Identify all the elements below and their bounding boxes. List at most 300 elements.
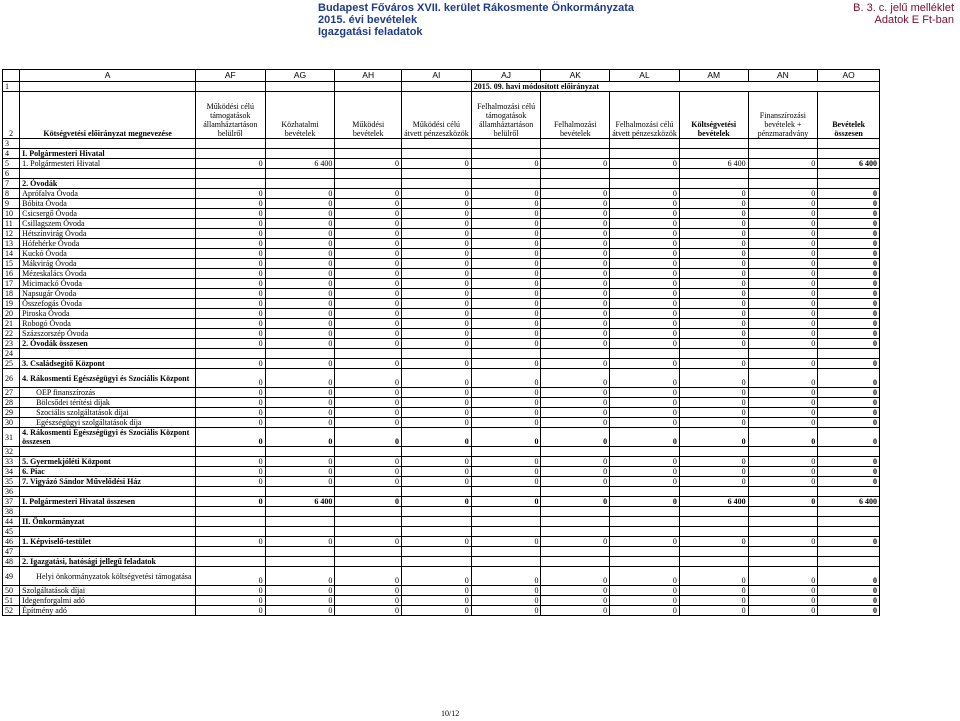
cell-value [335,527,402,537]
col-letter: AJ [471,70,541,82]
cell-value [335,179,402,189]
cell-value: 0 [195,159,265,169]
cell-value: 0 [195,279,265,289]
cell-value [265,447,335,457]
cell-value: 0 [195,329,265,339]
cell-value [265,139,335,149]
cell-value: 0 [679,319,748,329]
cell-value: 0 [195,596,265,606]
cell-value: 0 [471,586,541,596]
row-number: 18 [3,289,20,299]
cell-value: 0 [335,259,402,269]
cell-value: 0 [471,428,541,447]
cell-value: 0 [679,537,748,547]
row-label: Piroska Óvoda [20,309,196,319]
cell-value: 0 [195,398,265,408]
cell-value: 0 [265,408,335,418]
row-number: 47 [3,547,20,557]
cell-value: 0 [335,596,402,606]
cell-value: 0 [679,418,748,428]
cell-value: 0 [335,537,402,547]
cell-value: 0 [679,229,748,239]
cell-value [541,149,610,159]
cell-value: 0 [335,428,402,447]
cell-value: 0 [541,249,610,259]
cell-value: 0 [541,329,610,339]
row-number: 25 [3,359,20,369]
cell-value: 0 [402,457,472,467]
cell-value [748,507,818,517]
cell-value: 0 [610,457,680,467]
cell-value: 0 [471,329,541,339]
row-label: Összefogás Óvoda [20,299,196,309]
row-label [20,507,196,517]
table-row [3,418,880,428]
cell-value [818,447,880,457]
cell-value [471,527,541,537]
cell-value: 6 400 [818,497,880,507]
table-row [3,447,880,457]
cell-value: 0 [610,319,680,329]
cell-value: 0 [679,457,748,467]
cell-value [265,557,335,567]
cell-value: 0 [402,408,472,418]
cell-value: 0 [610,467,680,477]
cell-value: 0 [679,398,748,408]
cell-value: 0 [265,309,335,319]
table-row [3,477,880,487]
col-letter: AG [265,70,335,82]
cell-value: 0 [748,249,818,259]
table-row [3,497,880,507]
cell-value: 0 [541,596,610,606]
col-letter: AO [818,70,880,82]
cell-value: 0 [195,359,265,369]
cell-value: 0 [195,259,265,269]
row-label [20,527,196,537]
cell-value: 0 [818,279,880,289]
cell-value: 0 [195,249,265,259]
cell-value [195,179,265,189]
cell-value: 0 [335,418,402,428]
cell-value: 0 [541,477,610,487]
cell-value: 0 [195,408,265,418]
row-number: 3 [3,139,20,149]
row-label: Kuckó Óvoda [20,249,196,259]
row-label: Bóbita Óvoda [20,199,196,209]
cell-value [818,527,880,537]
cell-value: 0 [541,299,610,309]
cell-value: 0 [818,567,880,586]
cell-value [679,169,748,179]
cell-value: 0 [818,398,880,408]
cell-value: 0 [610,259,680,269]
cell-value: 0 [610,586,680,596]
row-label: Százszorszép Óvoda [20,329,196,339]
table-row [3,487,880,497]
cell-value: 0 [748,209,818,219]
cell-value: 0 [610,497,680,507]
cell-value: 0 [471,209,541,219]
cell-value: 0 [195,537,265,547]
cell-value: 0 [335,586,402,596]
cell-value: 0 [471,309,541,319]
cell-value: 0 [679,359,748,369]
cell-value: 0 [265,249,335,259]
cell-value: 0 [610,537,680,547]
cell-value: 0 [471,567,541,586]
cell-value [402,557,472,567]
row-label: 7. Vigyázó Sándor Művelődési Ház [20,477,196,487]
cell-value: 0 [265,428,335,447]
cell-value: 0 [265,467,335,477]
cell-value: 0 [748,269,818,279]
cell-value: 0 [818,457,880,467]
table-row [3,309,880,319]
row-label: Egészségügyi szolgáltatások díja [20,418,196,428]
row-label: 1. Képviselő-testület [20,537,196,547]
cell-value: 0 [679,289,748,299]
row-label: I. Polgármesteri Hivatal összesen [20,497,196,507]
row-number: 33 [3,457,20,467]
cell-value: 0 [402,567,472,586]
cell-value: 0 [818,319,880,329]
cell-value: 0 [748,219,818,229]
cell-value: 0 [402,309,472,319]
cell-value: 0 [541,199,610,209]
cell-value [818,139,880,149]
cell-value: 0 [748,309,818,319]
cell-value: 0 [471,339,541,349]
cell-value [335,447,402,457]
col-letter: AK [541,70,610,82]
cell-value [748,547,818,557]
cell-value [195,487,265,497]
cell-value: 0 [335,289,402,299]
cell-value [541,527,610,537]
cell-value: 0 [195,418,265,428]
row-label: Csillagszem Óvoda [20,219,196,229]
header-aj: Felhalmozási célú támogatások államháztartáson belülről [471,92,541,139]
row-label [20,487,196,497]
row-label: Mákvirág Óvoda [20,259,196,269]
cell-value: 0 [748,457,818,467]
cell-value: 0 [335,299,402,309]
cell-value: 0 [471,477,541,487]
cell-value: 0 [541,537,610,547]
row-number: 17 [3,279,20,289]
cell-value: 0 [335,229,402,239]
cell-value: 0 [748,279,818,289]
cell-value: 0 [402,329,472,339]
cell-value: 0 [541,369,610,388]
cell-value: 0 [541,359,610,369]
cell-value: 0 [610,606,680,616]
header-ag: Közhatalmi bevételek [265,92,335,139]
table-row [3,219,880,229]
cell-value: 0 [471,299,541,309]
cell-value: 0 [541,269,610,279]
header-af: Működési célú támogatások államháztartáson belülről [195,92,265,139]
table-row [3,467,880,477]
row-number: 37 [3,497,20,507]
row-number: 11 [3,219,20,229]
row-label: 2. Igazgatási, hatósági jellegű feladatok [20,557,196,567]
cell-value: 0 [195,428,265,447]
cell-value: 0 [541,497,610,507]
appendix-reference: B. 3. c. jelű melléklet [853,2,954,14]
row-label: 6. Piac [20,467,196,477]
cell-value: 0 [679,567,748,586]
cell-value: 0 [195,467,265,477]
col-letter: AF [195,70,265,82]
cell-value [471,507,541,517]
row-label: Csicsergő Óvoda [20,209,196,219]
cell-value [679,507,748,517]
row-label: Mézeskalács Óvoda [20,269,196,279]
cell-value: 0 [471,189,541,199]
cell-value: 0 [610,388,680,398]
cell-value: 0 [541,309,610,319]
cell-value: 0 [402,477,472,487]
cell-value: 0 [265,359,335,369]
table-row [3,229,880,239]
row-label: Bölcsődei térítési díjak [20,398,196,408]
cell-value: 0 [541,229,610,239]
cell-value: 0 [610,309,680,319]
table-row [3,507,880,517]
cell-value [335,517,402,527]
cell-value: 0 [195,199,265,209]
cell-value: 0 [818,199,880,209]
table-row [3,567,880,586]
row-number: 1 [3,82,20,92]
cell-value: 0 [471,369,541,388]
cell-value: 0 [195,189,265,199]
cell-value [818,517,880,527]
cell-value: 0 [471,219,541,229]
row-label: Micimackó Óvoda [20,279,196,289]
cell-value: 0 [679,586,748,596]
cell-value: 0 [471,457,541,467]
cell-value: 0 [818,309,880,319]
cell-value: 0 [335,359,402,369]
cell-value: 0 [195,606,265,616]
cell-value [541,447,610,457]
cell-value: 0 [748,467,818,477]
cell-value [402,487,472,497]
cell-value [335,139,402,149]
row-label: 3. Családsegítő Központ [20,359,196,369]
cell-value: 0 [265,418,335,428]
cell-value: 0 [610,249,680,259]
col-letter: AH [335,70,402,82]
cell-value: 0 [335,279,402,289]
budget-table [2,69,880,616]
cell-value [679,179,748,189]
cell-value [402,547,472,557]
page-number: 10/12 [441,709,460,718]
cell-value: 0 [402,269,472,279]
cell-value [402,447,472,457]
cell-value: 0 [679,309,748,319]
cell-value: 0 [402,537,472,547]
row-number: 26 [3,369,20,388]
cell-value: 0 [748,229,818,239]
table-row [3,319,880,329]
cell-value [610,349,680,359]
cell-value [679,447,748,457]
cell-value [195,547,265,557]
cell-value: 0 [818,418,880,428]
cell-value [335,487,402,497]
cell-value [471,169,541,179]
cell-value: 0 [195,309,265,319]
cell-value: 0 [748,329,818,339]
table-row [3,199,880,209]
table-row [3,189,880,199]
cell-value: 0 [610,408,680,418]
header-ak: Felhalmozási bevételek [541,92,610,139]
cell-value: 0 [748,339,818,349]
cell-value: 0 [265,329,335,339]
cell-value [402,527,472,537]
cell-value [610,507,680,517]
cell-value [748,349,818,359]
cell-value [748,487,818,497]
cell-value: 0 [335,339,402,349]
cell-value [265,487,335,497]
cell-value: 0 [818,189,880,199]
cell-value: 0 [471,229,541,239]
row-number: 23 [3,339,20,349]
cell-value: 0 [402,159,472,169]
row-label: Helyi önkormányzatok költségvetési támogatása [20,567,196,586]
row-label: OEP finanszírozás [20,388,196,398]
cell-value: 0 [748,239,818,249]
table-row [3,596,880,606]
cell-value: 0 [471,606,541,616]
row-label [20,349,196,359]
table-row [3,428,880,447]
cell-value: 0 [748,299,818,309]
cell-value: 0 [541,289,610,299]
cell-value: 0 [265,189,335,199]
row-number: 6 [3,169,20,179]
cell-value: 0 [818,537,880,547]
row-label: Aprófalva Óvoda [20,189,196,199]
header-section: Igazgatási feladatok [318,26,423,38]
table-row [3,369,880,388]
cell-value: 0 [195,229,265,239]
cell-value: 0 [610,279,680,289]
cell-value: 0 [195,567,265,586]
row-label: I. Polgármesteri Hivatal [20,149,196,159]
cell-value: 0 [195,477,265,487]
cell-value [748,517,818,527]
row-number: 4 [3,149,20,159]
cell-value: 0 [541,259,610,269]
cell-value: 0 [541,319,610,329]
cell-value [402,179,472,189]
cell-value: 0 [748,418,818,428]
cell-value: 0 [265,289,335,299]
cell-value: 0 [818,388,880,398]
row-number: 2 [3,92,20,139]
cell-value: 0 [679,369,748,388]
cell-value [748,149,818,159]
cell-value: 0 [679,606,748,616]
row-number: 13 [3,239,20,249]
cell-value: 0 [610,269,680,279]
cell-value: 0 [818,596,880,606]
cell-value: 0 [195,586,265,596]
cell-value: 0 [471,398,541,408]
cell-value: 0 [748,189,818,199]
cell-value: 0 [265,319,335,329]
table-row [3,398,880,408]
cell-value: 0 [748,159,818,169]
cell-value: 0 [335,408,402,418]
cell-value: 0 [195,239,265,249]
cell-value: 0 [818,219,880,229]
cell-value [265,169,335,179]
cell-value: 0 [610,596,680,606]
cell-value: 0 [541,408,610,418]
row-number: 9 [3,199,20,209]
cell-value: 0 [335,497,402,507]
cell-value: 0 [195,388,265,398]
cell-value: 0 [748,428,818,447]
row-number: 36 [3,487,20,497]
cell-value: 0 [679,388,748,398]
cell-value [402,507,472,517]
cell-value: 0 [265,299,335,309]
cell-value: 6 400 [265,159,335,169]
cell-value: 0 [402,189,472,199]
cell-value: 0 [610,229,680,239]
cell-value: 0 [471,289,541,299]
row-label: Szolgáltatások díjai [20,586,196,596]
cell-value [818,349,880,359]
column-header-row [3,92,880,139]
cell-value: 0 [402,418,472,428]
header-ah: Működési bevételek [335,92,402,139]
row-number: 29 [3,408,20,418]
cell-value: 0 [195,219,265,229]
cell-value: 0 [265,398,335,408]
cell-value: 0 [679,339,748,349]
row-number: 19 [3,299,20,309]
table-row [3,209,880,219]
row-label: 1. Polgármesteri Hivatal [20,159,196,169]
row-number: 30 [3,418,20,428]
cell-value [610,149,680,159]
cell-value [471,179,541,189]
table-row [3,537,880,547]
row-number: 24 [3,349,20,359]
cell-value: 0 [335,199,402,209]
row-number: 27 [3,388,20,398]
cell-value [610,527,680,537]
cell-value: 0 [610,477,680,487]
cell-value: 0 [818,586,880,596]
row-label: II. Önkormányzat [20,517,196,527]
row-number: 35 [3,477,20,487]
cell-value: 0 [818,269,880,279]
cell-value: 0 [818,467,880,477]
cell-value: 0 [265,209,335,219]
